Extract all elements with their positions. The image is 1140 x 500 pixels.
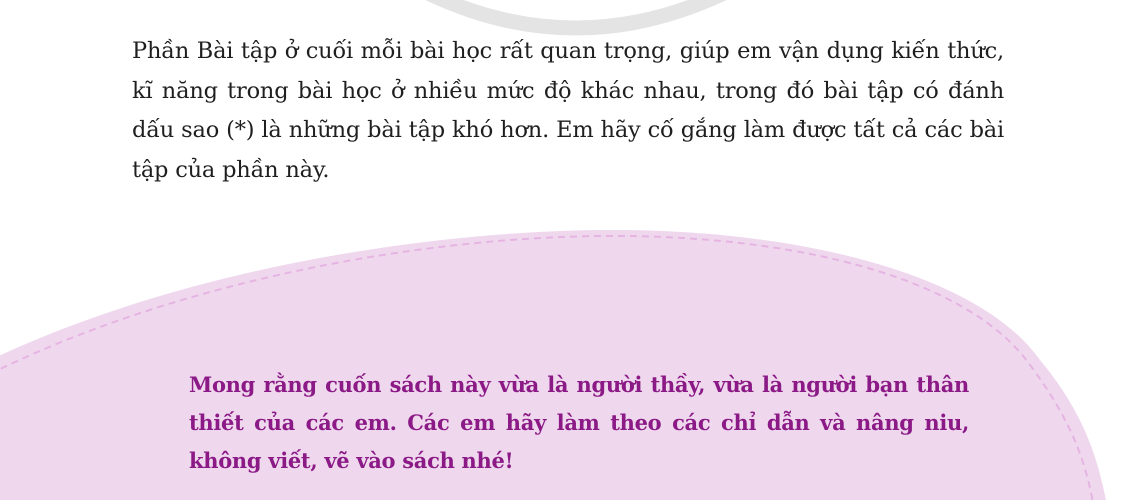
- closing-note: Mong rằng cuốn sách này vừa là người thầy, vừa là người bạn thân thiết của các em. Các em hãy làm theo các chỉ dẫn và nâng niu, không viết, vẽ vào sách nhé!: [189, 372, 969, 473]
- intro-paragraph: Phần Bài tập ở cuối mỗi bài học rất quan trọng, giúp em vận dụng kiến thức, kĩ năng trong bài học ở nhiều mức độ khác nhau, trong đó bài tập có đánh dấu sao (*) là những bài tập khó hơn. Em hãy cố gắng làm được tất cả các bài tập của phần này.: [132, 38, 1004, 183]
